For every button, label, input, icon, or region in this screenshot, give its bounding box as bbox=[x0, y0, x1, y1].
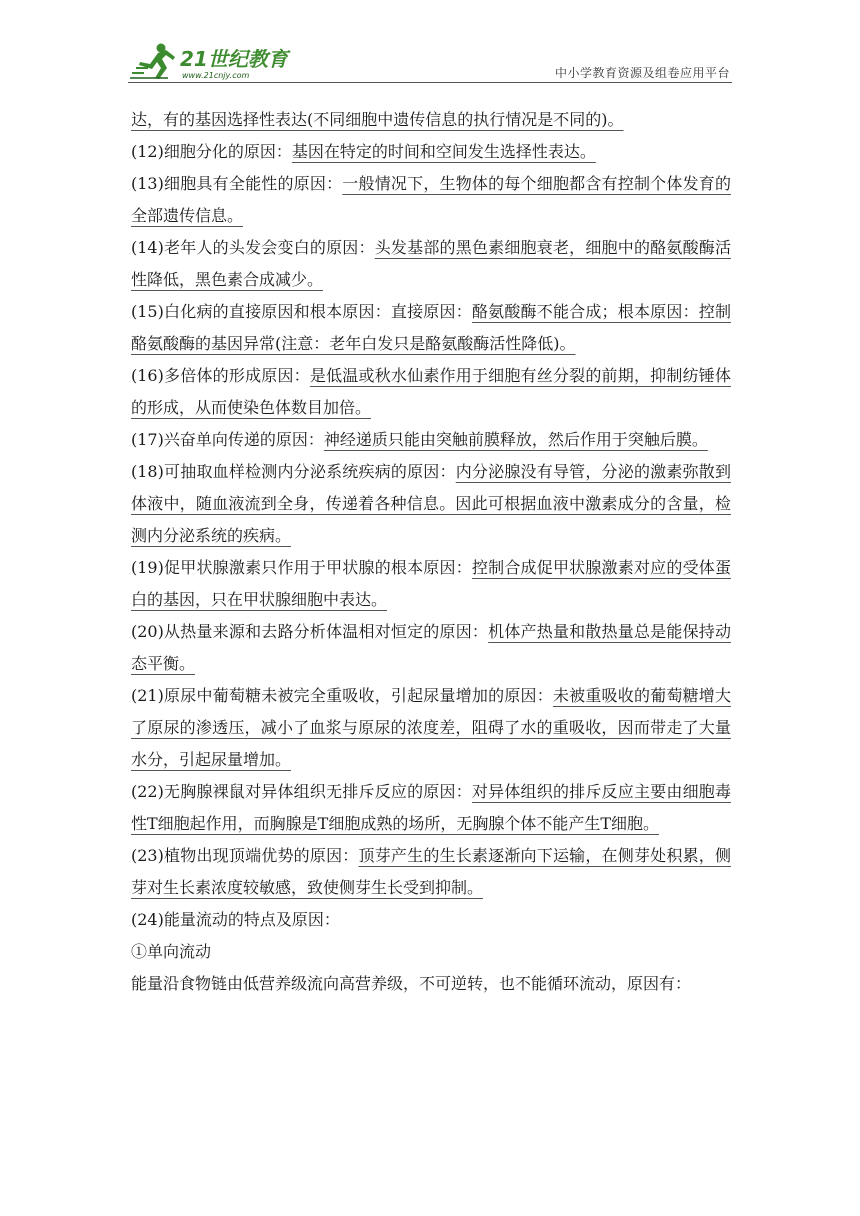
document-body bbox=[131, 104, 731, 1000]
answer-underlined: 顶芽产生的生长素逐渐向下运输，在侧芽处积累，侧芽对生长素浓度较敏感，致使侧芽生长受到抑制。 bbox=[131, 846, 731, 897]
paragraph: (22)无胸腺裸鼠对异体组织无排斥反应的原因：对异体组织的排斥反应主要由细胞毒性T细胞起作用，而胸腺是T细胞成熟的场所，无胸腺个体不能产生T细胞。 bbox=[131, 782, 731, 833]
answer-underlined: 未被重吸收的葡萄糖增大了原尿的渗透压，减小了血浆与原尿的浓度差，阻碍了水的重吸收，因而带走了大量水分，引起尿量增加。 bbox=[131, 686, 731, 769]
paragraph: (13)细胞具有全能性的原因：一般情况下，生物体的每个细胞都含有控制个体发育的全部遗传信息。 bbox=[131, 174, 731, 225]
logo-url: www.21cnjy.com bbox=[182, 71, 250, 80]
answer-underlined: 是低温或秋水仙素作用于细胞有丝分裂的前期，抑制纺锤体的形成，从而使染色体数目加倍。 bbox=[131, 366, 731, 417]
paragraph: ①单向流动 bbox=[131, 942, 212, 961]
paragraph: (24)能量流动的特点及原因： bbox=[131, 910, 340, 929]
answer-underlined: 一般情况下，生物体的每个细胞都含有控制个体发育的全部遗传信息。 bbox=[131, 174, 731, 225]
paragraph: (18)可抽取血样检测内分泌系统疾病的原因：内分泌腺没有导管，分泌的激素弥散到体液中，随血液流到全身，传递着各种信息。因此可根据血液中激素成分的含量，检测内分泌系统的疾病。 bbox=[131, 462, 731, 545]
paragraph: (15)白化病的直接原因和根本原因：直接原因：酪氨酸酶不能合成；根本原因：控制酪氨酸酶的基因异常(注意：老年白发只是酪氨酸酶活性降低)。 bbox=[131, 302, 731, 353]
paragraph: (21)原尿中葡萄糖未被完全重吸收，引起尿量增加的原因：未被重吸收的葡萄糖增大了原尿的渗透压，减小了血浆与原尿的浓度差，阻碍了水的重吸收，因而带走了大量水分，引起尿量增加。 bbox=[131, 686, 731, 769]
paragraph bbox=[131, 104, 731, 136]
paragraph: (23)植物出现顶端优势的原因：顶芽产生的生长素逐渐向下运输，在侧芽处积累，侧芽对生长素浓度较敏感，致使侧芽生长受到抑制。 bbox=[131, 846, 731, 897]
logo-text: 21世纪教育 bbox=[180, 47, 288, 71]
header-platform-name: 中小学教育资源及组卷应用平台 bbox=[554, 66, 730, 80]
paragraph: (14)老年人的头发会变白的原因：头发基部的黑色素细胞衰老，细胞中的酪氨酸酶活性降低，黑色素合成减少。 bbox=[131, 238, 731, 289]
paragraph: (19)促甲状腺激素只作用于甲状腺的根本原因：控制合成促甲状腺激素对应的受体蛋白的基因，只在甲状腺细胞中表达。 bbox=[131, 558, 731, 609]
paragraph: 能量沿食物链由低营养级流向高营养级，不可逆转，也不能循环流动，原因有： bbox=[131, 974, 692, 993]
paragraph: (16)多倍体的形成原因：是低温或秋水仙素作用于细胞有丝分裂的前期，抑制纺锤体的形成，从而使染色体数目加倍。 bbox=[131, 366, 731, 417]
answer-underlined: 控制合成促甲状腺激素对应的受体蛋白的基因，只在甲状腺细胞中表达。 bbox=[131, 558, 731, 609]
answer-underlined: 对异体组织的排斥反应主要由细胞毒性T细胞起作用，而胸腺是T细胞成熟的场所，无胸腺个体不能产生T细胞。 bbox=[131, 782, 731, 833]
paragraph: (20)从热量来源和去路分析体温相对恒定的原因：机体产热量和散热量总是能保持动态平衡。 bbox=[131, 622, 731, 673]
page-header bbox=[128, 38, 732, 84]
paragraph: (17)兴奋单向传递的原因：神经递质只能由突触前膜释放，然后作用于突触后膜。 bbox=[131, 430, 708, 449]
answer-underlined: 基因在特定的时间和空间发生选择性表达。 bbox=[291, 142, 596, 161]
paragraph: (12)细胞分化的原因：基因在特定的时间和空间发生选择性表达。 bbox=[131, 142, 596, 161]
header-divider bbox=[128, 82, 732, 83]
runner-logo-icon bbox=[128, 38, 298, 82]
answer-underlined: 达，有的基因选择性表达(不同细胞中遗传信息的执行情况是不同的)。 bbox=[131, 110, 624, 129]
answer-underlined: 神经递质只能由突触前膜释放，然后作用于突触后膜。 bbox=[323, 430, 708, 449]
answer-underlined: 头发基部的黑色素细胞衰老，细胞中的酪氨酸酶活性降低，黑色素合成减少。 bbox=[131, 238, 731, 289]
answer-underlined: 机体产热量和散热量总是能保持动态平衡。 bbox=[131, 622, 731, 673]
answer-underlined: 内分泌腺没有导管，分泌的激素弥散到体液中，随血液流到全身，传递着各种信息。因此可根据血液中激素成分的含量，检测内分泌系统的疾病。 bbox=[131, 462, 731, 545]
answer-underlined: 酪氨酸酶不能合成；根本原因：控制酪氨酸酶的基因异常(注意：老年白发只是酪氨酸酶活性降低)。 bbox=[131, 302, 731, 353]
